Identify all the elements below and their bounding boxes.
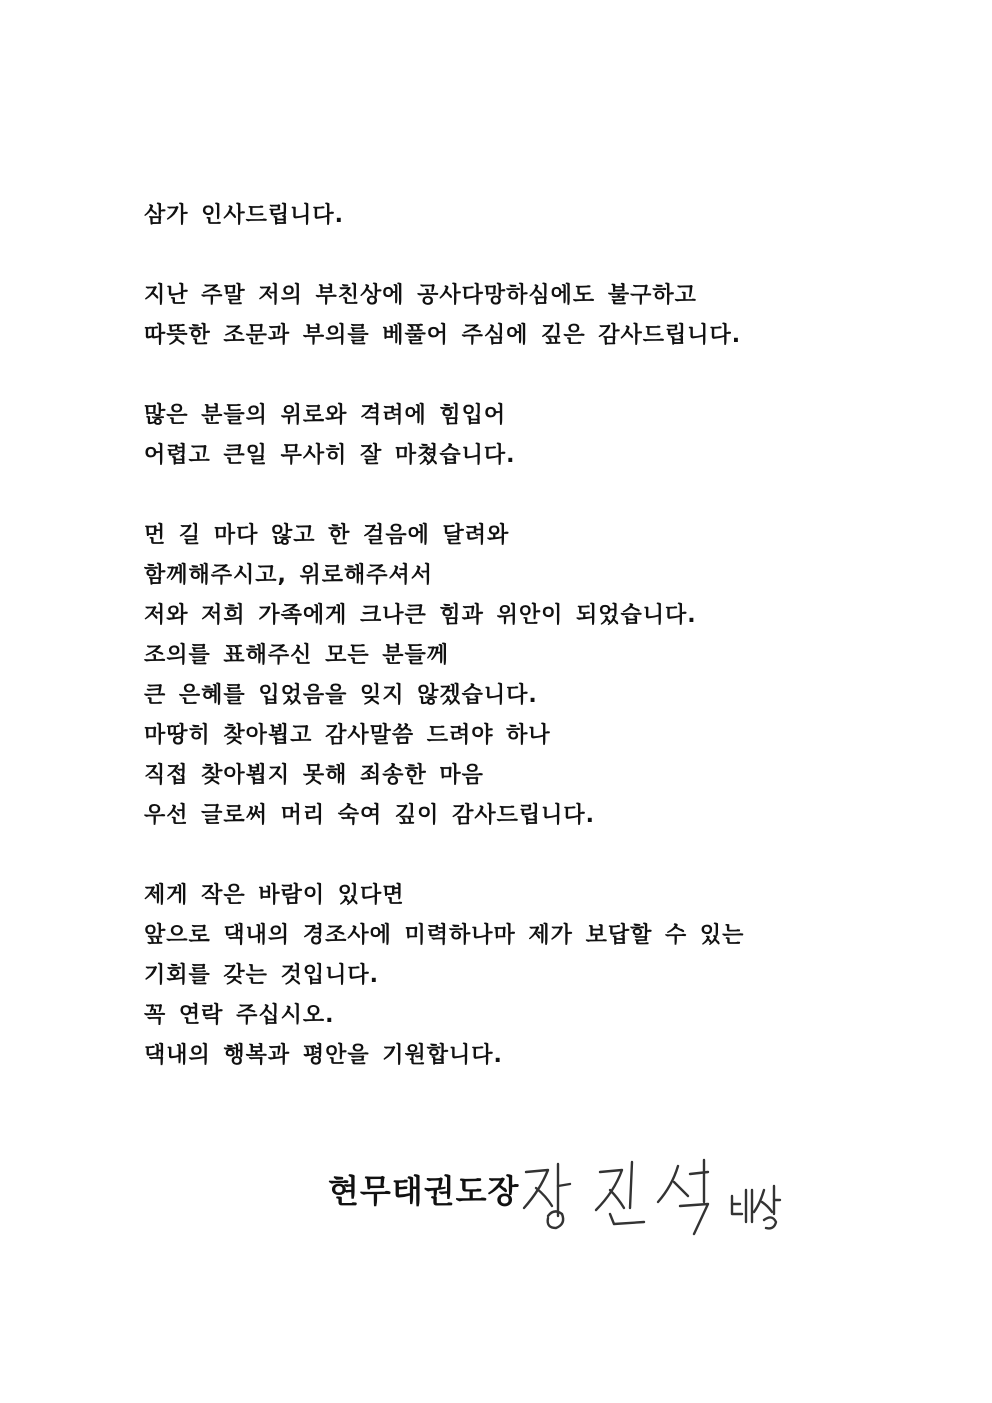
paragraph-4 xyxy=(144,876,904,1076)
paragraph-gap xyxy=(144,236,904,276)
letter-line: 먼 길 마다 않고 한 걸음에 달려와 xyxy=(144,523,510,548)
letter-line: 저와 저희 가족에게 크나큰 힘과 위안이 되었습니다. xyxy=(144,603,697,628)
letter-line: 함께해주시고, 위로해주셔서 xyxy=(144,563,434,588)
handwritten-signature xyxy=(518,1150,798,1240)
letter-line: 조의를 표해주신 모든 분들께 xyxy=(144,643,450,668)
letter-line: 앞으로 댁내의 경조사에 미력하나마 제가 보답할 수 있는 xyxy=(144,923,745,948)
letter-line: 따뜻한 조문과 부의를 베풀어 주심에 깊은 감사드립니다. xyxy=(144,323,742,348)
letter-line: 어렵고 큰일 무사히 잘 마쳤습니다. xyxy=(144,443,516,468)
letter-line: 많은 분들의 위로와 격려에 힘입어 xyxy=(144,403,507,428)
letter-body xyxy=(144,196,904,1076)
letter-line: 지난 주말 저의 부친상에 공사다망하심에도 불구하고 xyxy=(144,283,697,308)
letter-line: 꼭 연락 주십시오. xyxy=(144,1003,335,1028)
paragraph-1 xyxy=(144,276,904,356)
letter-line: 기회를 갖는 것입니다. xyxy=(144,963,379,988)
paragraph-gap xyxy=(144,836,904,876)
letter-line: 큰 은혜를 입었음을 잊지 않겠습니다. xyxy=(144,683,538,708)
letter-line: 우선 글로써 머리 숙여 깊이 감사드립니다. xyxy=(144,803,595,828)
paragraph-gap xyxy=(144,476,904,516)
paragraph-3 xyxy=(144,516,904,836)
paragraph-2 xyxy=(144,396,904,476)
letter-line: 직접 찾아뵙지 못해 죄송한 마음 xyxy=(144,763,484,788)
greeting: 삼가 인사드립니다. xyxy=(144,203,345,228)
organization-name: 현무태권도장 xyxy=(328,1172,520,1210)
letter-line: 제게 작은 바람이 있다면 xyxy=(144,883,405,908)
signature-block xyxy=(328,1150,808,1240)
letter-line: 마땅히 찾아뵙고 감사말씀 드려야 하나 xyxy=(144,723,551,748)
letter-line: 댁내의 행복과 평안을 기원합니다. xyxy=(144,1043,503,1068)
paragraph-gap xyxy=(144,356,904,396)
